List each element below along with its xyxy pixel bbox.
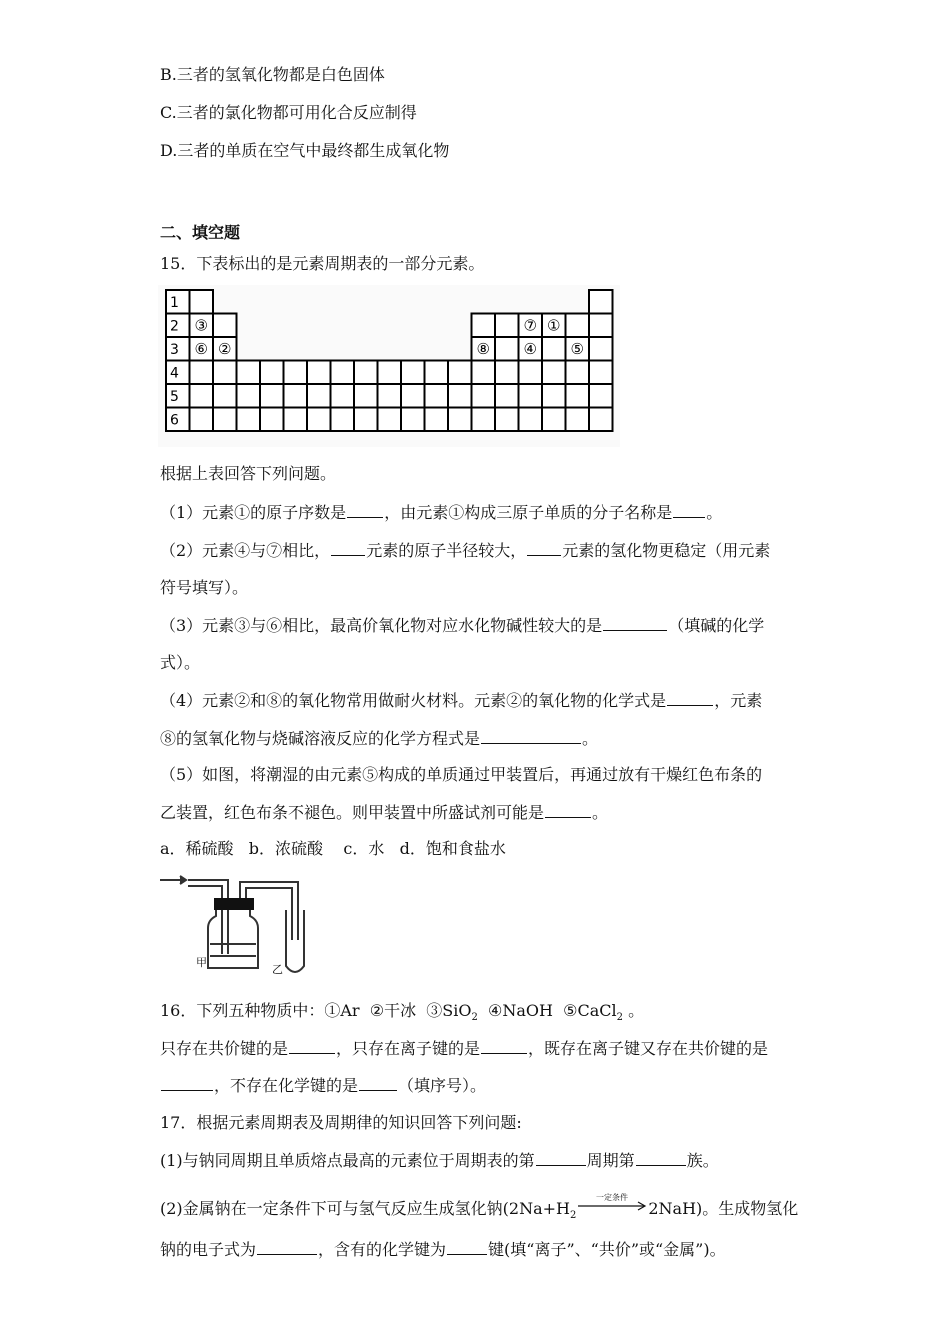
- answer-blank[interactable]: [603, 614, 667, 631]
- q16-line3: [160, 1074, 486, 1097]
- table-cell: [425, 361, 449, 385]
- table-cell: [213, 384, 237, 408]
- element-mark: ⑦: [523, 316, 537, 335]
- table-cell: [213, 361, 237, 385]
- table-cell: [566, 361, 590, 385]
- period-label: 6: [170, 412, 179, 429]
- q17-p1-text-c: 族。: [686, 1151, 719, 1170]
- q15-p5-text-b: 乙装置，红色布条不褪色。则甲装置中所盛试剂可能是: [160, 803, 545, 822]
- section-title: 二、填空题: [160, 223, 241, 242]
- table-cell: [307, 408, 331, 432]
- q16-l2-text-a: 只存在共价键的是: [160, 1039, 289, 1058]
- answer-blank[interactable]: [331, 539, 365, 556]
- table-cell: [542, 384, 566, 408]
- answer-blank[interactable]: [636, 1149, 686, 1166]
- table-cell: [401, 408, 425, 432]
- element-mark: ①: [547, 316, 561, 335]
- table-cell: [519, 408, 543, 432]
- table-cell: [190, 361, 214, 385]
- table-cell: [448, 384, 472, 408]
- answer-blank[interactable]: [289, 1037, 335, 1054]
- q15-p5-text-a: （5）如图，将潮湿的由元素⑤构成的单质通过甲装置后，再通过放有干燥红色布条的: [160, 765, 763, 784]
- q16-l3-text-b: （填序号）。: [398, 1076, 487, 1095]
- q17-p1-text-a: (1)与钠同周期且单质熔点最高的元素位于周期表的第: [160, 1151, 535, 1170]
- period-label: 5: [170, 389, 179, 405]
- table-cell: [542, 408, 566, 432]
- q15-part2: [160, 539, 770, 562]
- table-cell: [190, 290, 214, 314]
- table-cell: [495, 361, 519, 385]
- reaction-condition: 一定条件: [596, 1193, 629, 1202]
- answer-blank[interactable]: [347, 501, 383, 518]
- table-cell: [260, 408, 284, 432]
- table-cell: [448, 408, 472, 432]
- element-mark: ③: [194, 316, 208, 335]
- period-label: 4: [170, 365, 179, 382]
- table-cell: [378, 384, 402, 408]
- table-cell: [260, 361, 284, 385]
- answer-blank[interactable]: [545, 801, 591, 818]
- q15-p4-text-b: ，元素: [714, 691, 763, 710]
- period-label: 3: [170, 342, 179, 358]
- table-cell: [589, 361, 613, 385]
- q17-part1: [160, 1149, 719, 1172]
- table-cell: [589, 408, 613, 432]
- table-cell: [331, 384, 355, 408]
- q16-stem-a: 16．下列五种物质中：①Ar ②干冰 ③SiO: [160, 1001, 472, 1020]
- q16-line2: [160, 1037, 768, 1060]
- q16-stem: [160, 1000, 644, 1029]
- table-cell: [542, 337, 566, 361]
- q15-p1-text-c: 。: [706, 503, 723, 522]
- table-cell: [589, 290, 613, 314]
- table-cell: [589, 337, 613, 361]
- table-cell: [190, 408, 214, 432]
- table-cell: [448, 361, 472, 385]
- q17-p2-text-a: (2)金属钠在一定条件下可与氢气反应生成氢化钠(2Na+H: [160, 1199, 570, 1218]
- option-d: D.三者的单质在空气中最终都生成氧化物: [160, 141, 450, 160]
- periodic-table-figure: [158, 285, 620, 447]
- table-cell: [519, 384, 543, 408]
- answer-blank[interactable]: [359, 1074, 397, 1091]
- q17-p2-text-b: 2NaH)。生成物氢化: [648, 1199, 799, 1218]
- apparatus-label-yi: 乙: [272, 963, 283, 976]
- q15-p2-text-a: （2）元素④与⑦相比，: [160, 541, 331, 560]
- period-label: 1: [170, 295, 179, 311]
- q15-p2-text-d: 符号填写）。: [160, 578, 249, 597]
- table-cell: [472, 361, 496, 385]
- table-cell: [425, 384, 449, 408]
- q16-sub-2: 2: [616, 1012, 623, 1023]
- table-cell: [589, 314, 613, 338]
- table-cell: [566, 314, 590, 338]
- q16-l2-text-c: ，既存在离子键又存在共价键的是: [528, 1039, 769, 1058]
- table-cell: [495, 384, 519, 408]
- answer-blank[interactable]: [673, 501, 705, 518]
- q15-p5-text-c: 。: [592, 803, 609, 822]
- period-label: 2: [170, 318, 179, 335]
- answer-blank[interactable]: [447, 1238, 487, 1255]
- table-cell: [566, 408, 590, 432]
- q17-p2-text-d: ，含有的化学键为: [318, 1240, 447, 1259]
- answer-blank[interactable]: [667, 689, 713, 706]
- q15-part5-line2: [160, 801, 608, 824]
- q15-lead: 根据上表回答下列问题。: [160, 464, 337, 483]
- table-cell: [472, 384, 496, 408]
- q16-l2-text-b: ，只存在离子键的是: [336, 1039, 481, 1058]
- table-cell: [378, 408, 402, 432]
- answer-blank[interactable]: [257, 1238, 317, 1255]
- table-cell: [495, 314, 519, 338]
- table-cell: [331, 408, 355, 432]
- answer-blank[interactable]: [527, 539, 561, 556]
- table-cell: [260, 384, 284, 408]
- element-mark: ⑤: [570, 340, 584, 358]
- q15-part1: [160, 501, 722, 524]
- q16-stem-b: ④NaOH ⑤CaCl: [477, 1001, 617, 1020]
- option-b: B.三者的氢氧化物都是白色固体: [160, 65, 385, 84]
- q17-p2-text-e: 键(填“离子”、“共价”或“金属”)。: [488, 1240, 726, 1259]
- option-c: C.三者的氯化物都可用化合反应制得: [160, 103, 417, 122]
- q15-p4-text-d: 。: [582, 729, 599, 748]
- q15-part4-line2: [160, 727, 598, 750]
- q15-stem: 15．下表标出的是元素周期表的一部分元素。: [160, 254, 485, 273]
- table-cell: [213, 408, 237, 432]
- table-cell: [519, 361, 543, 385]
- element-mark: ②: [218, 340, 232, 358]
- q17-p2-text-c: 钠的电子式为: [160, 1240, 257, 1259]
- q15-p4-text-a: （4）元素②和⑧的氧化物常用做耐火材料。元素②的氧化物的化学式是: [160, 691, 667, 710]
- table-cell: [354, 408, 378, 432]
- apparatus-figure: [158, 870, 320, 982]
- q16-l3-text-a: ，不存在化学键的是: [214, 1076, 359, 1095]
- q17-stem: 17．根据元素周期表及周期律的知识回答下列问题:: [160, 1113, 522, 1132]
- element-mark: ⑧: [476, 340, 490, 358]
- q15-part3: [160, 614, 764, 637]
- table-cell: [401, 361, 425, 385]
- table-cell: [284, 408, 308, 432]
- q15-choices: a．稀硫酸 b．浓硫酸 c．水 d．饱和食盐水: [160, 839, 506, 858]
- table-cell: [566, 384, 590, 408]
- table-cell: [542, 361, 566, 385]
- q15-p1-text-b: ，由元素①构成三原子单质的分子名称是: [384, 503, 673, 522]
- table-cell: [495, 408, 519, 432]
- table-cell: [213, 314, 237, 338]
- table-cell: [237, 408, 261, 432]
- q15-p3-text-b: （填碱的化学: [668, 616, 765, 635]
- table-cell: [284, 384, 308, 408]
- table-cell: [190, 384, 214, 408]
- table-cell: [589, 384, 613, 408]
- q16-stem-c: 。: [622, 1001, 645, 1020]
- answer-blank[interactable]: [481, 1037, 527, 1054]
- q15-p2-text-c: 元素的氢化物更稳定（用元素: [562, 541, 771, 560]
- table-cell: [284, 361, 308, 385]
- answer-blank[interactable]: [161, 1074, 213, 1091]
- table-cell: [354, 384, 378, 408]
- q17-p2-sub: 2: [570, 1210, 577, 1221]
- table-cell: [401, 384, 425, 408]
- q15-p3-text-c: 式）。: [160, 653, 201, 672]
- table-cell: [495, 337, 519, 361]
- q15-p3-text-a: （3）元素③与⑥相比，最高价氧化物对应水化物碱性较大的是: [160, 616, 603, 635]
- table-cell: [354, 361, 378, 385]
- table-cell: [425, 408, 449, 432]
- q15-p2-text-b: 元素的原子半径较大，: [366, 541, 527, 560]
- element-mark: ⑥: [194, 340, 208, 358]
- element-mark: ④: [523, 340, 537, 358]
- table-cell: [307, 361, 331, 385]
- table-cell: [307, 384, 331, 408]
- table-cell: [472, 408, 496, 432]
- q16-sub-1: 2: [471, 1012, 478, 1023]
- q15-p1-text-a: （1）元素①的原子序数是: [160, 503, 347, 522]
- table-cell: [472, 314, 496, 338]
- table-cell: [378, 361, 402, 385]
- q17-p1-text-b: 周期第: [586, 1151, 635, 1170]
- reaction-arrow: [576, 1192, 648, 1214]
- apparatus-label-jia: 甲: [196, 956, 207, 969]
- table-cell: [237, 384, 261, 408]
- q15-p4-text-c: ⑧的氢氧化物与烧碱溶液反应的化学方程式是: [160, 729, 481, 748]
- q15-part4: [160, 689, 762, 712]
- q17-part2: [160, 1192, 798, 1227]
- table-cell: [331, 361, 355, 385]
- answer-blank[interactable]: [536, 1149, 586, 1166]
- table-cell: [237, 361, 261, 385]
- q17-part2-line2: [160, 1238, 726, 1261]
- answer-blank[interactable]: [481, 727, 581, 744]
